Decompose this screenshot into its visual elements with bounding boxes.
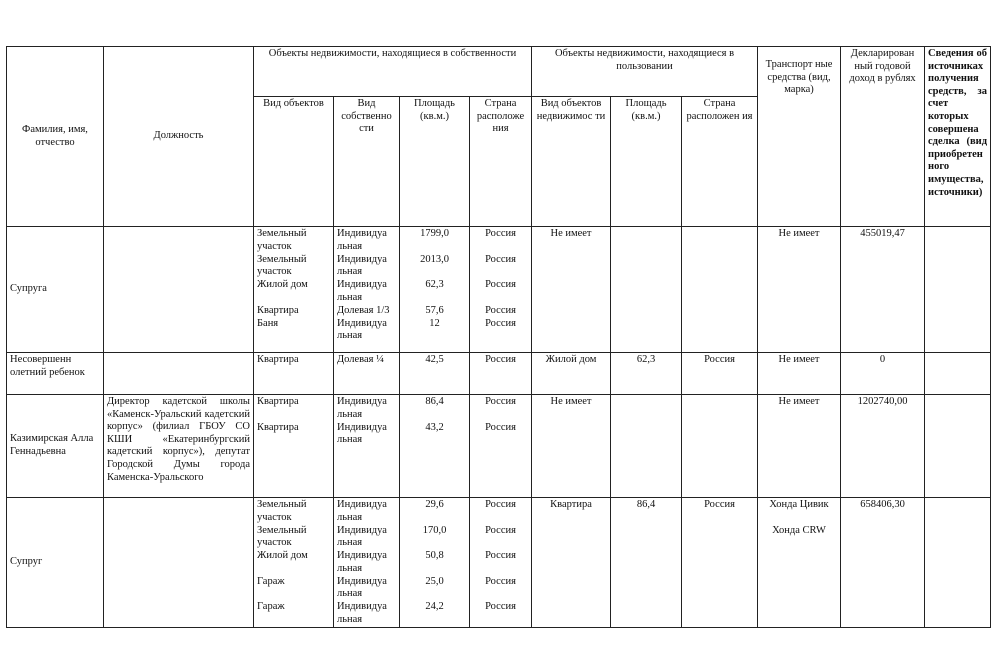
used-type: Не имеет <box>532 395 611 498</box>
transport: Не имеет <box>758 227 841 353</box>
person-position <box>104 498 254 628</box>
owned-country: Россия <box>485 279 516 290</box>
owned-type: Жилой дом <box>257 550 308 561</box>
document-page <box>6 46 990 628</box>
used-type: Квартира <box>532 498 611 628</box>
owned-area-cell <box>400 498 470 628</box>
owned-country: Россия <box>485 317 516 329</box>
header-fio: Фамилия, имя, отчество <box>7 47 104 227</box>
owned-area-cell <box>400 395 470 498</box>
owned-area-cell <box>400 227 470 353</box>
table-row <box>7 395 991 498</box>
owned-ownership: Индивидуа льная <box>337 396 387 420</box>
header-owned-area: Площадь (кв.м.) <box>400 97 470 227</box>
header-used-group: Объекты недвижимости, находящиеся в пользовании <box>532 47 758 97</box>
owned-country: Россия <box>485 524 516 536</box>
transport-cell <box>758 498 841 628</box>
header-sources: Сведения об источниках получения средств, за счет которых совершена сделка (вид приобретен ного имущества, источники) <box>925 47 991 227</box>
owned-country: Россия <box>470 353 532 395</box>
owned-area: 62,3 <box>425 279 444 290</box>
person-name: Супруга <box>7 227 104 353</box>
owned-country: Россия <box>485 228 516 239</box>
used-area: 86,4 <box>611 498 682 628</box>
owned-area: 2013,0 <box>420 253 449 265</box>
owned-type: Гараж <box>257 601 285 612</box>
owned-country: Россия <box>485 550 516 561</box>
owned-country: Россия <box>485 575 516 587</box>
table-row <box>7 227 991 353</box>
transport: Не имеет <box>758 395 841 498</box>
owned-area: 25,0 <box>425 575 444 587</box>
header-used-area: Площадь (кв.м.) <box>611 97 682 227</box>
owned-area: 29,6 <box>425 499 444 510</box>
owned-ownership: Долевая 1/3 <box>337 304 390 316</box>
owned-country: Россия <box>485 396 516 407</box>
owned-type: Земельный участок <box>257 253 307 278</box>
owned-ownership: Индивидуа льная <box>337 253 387 278</box>
used-country: Россия <box>682 498 758 628</box>
header-row-1 <box>7 47 991 97</box>
owned-ownership: Индивидуа льная <box>337 279 387 303</box>
owned-country: Россия <box>485 304 516 316</box>
owned-ownership: Индивидуа льная <box>337 228 387 252</box>
sources <box>925 395 991 498</box>
person-position: Директор кадетской школы «Каменск-Уральский кадетский корпус» (филиал ГБОУ СО КШИ «Екатеринбургский кадетский корпус»), депутат Городской Думы города Каменска-Уральского <box>104 395 254 498</box>
owned-country: Россия <box>485 601 516 612</box>
owned-type: Баня <box>257 317 279 329</box>
owned-type-cell <box>254 498 334 628</box>
table-row <box>7 353 991 395</box>
sources <box>925 353 991 395</box>
used-area: 62,3 <box>611 353 682 395</box>
owned-ownership: Индивидуа льная <box>337 524 387 549</box>
owned-country-cell <box>470 498 532 628</box>
owned-ownership-cell <box>334 498 400 628</box>
person-name: Несовершенн олетний ребенок <box>7 353 104 395</box>
owned-type: Квартира <box>257 421 299 433</box>
income: 658406,30 <box>841 498 925 628</box>
used-type: Не имеет <box>532 227 611 353</box>
used-area <box>611 227 682 353</box>
table-row <box>7 498 991 628</box>
used-country <box>682 395 758 498</box>
owned-type-cell <box>254 227 334 353</box>
owned-ownership-cell <box>334 227 400 353</box>
declaration-table <box>6 46 991 628</box>
owned-ownership: Индивидуа льная <box>337 499 387 523</box>
owned-type: Гараж <box>257 575 285 587</box>
used-country <box>682 227 758 353</box>
used-country: Россия <box>682 353 758 395</box>
sources <box>925 498 991 628</box>
header-owned-type: Вид объектов <box>254 97 334 227</box>
owned-type: Земельный участок <box>257 524 307 549</box>
used-type: Жилой дом <box>532 353 611 395</box>
owned-type: Жилой дом <box>257 279 308 290</box>
owned-type: Квартира <box>257 304 299 316</box>
owned-type: Земельный участок <box>257 228 307 252</box>
header-owned-ownership: Вид собственно сти <box>334 97 400 227</box>
used-area <box>611 395 682 498</box>
income: 455019,47 <box>841 227 925 353</box>
header-position: Должность <box>104 47 254 227</box>
owned-area: 1799,0 <box>420 228 449 239</box>
header-used-country: Страна расположен ия <box>682 97 758 227</box>
owned-area: 24,2 <box>425 601 444 612</box>
transport: Хонда CRW <box>772 524 826 536</box>
owned-ownership: Индивидуа льная <box>337 550 387 574</box>
owned-country: Россия <box>485 421 516 433</box>
header-transport: Транспорт ные средства (вид, марка) <box>758 47 841 227</box>
owned-ownership: Индивидуа льная <box>337 601 387 625</box>
owned-country-cell <box>470 227 532 353</box>
owned-ownership: Индивидуа льная <box>337 575 387 600</box>
sources <box>925 227 991 353</box>
owned-ownership: Долевая ¼ <box>334 353 400 395</box>
income: 0 <box>841 353 925 395</box>
transport: Не имеет <box>758 353 841 395</box>
owned-country: Россия <box>485 253 516 265</box>
income: 1202740,00 <box>841 395 925 498</box>
owned-area: 57,6 <box>425 304 444 316</box>
owned-type-cell <box>254 395 334 498</box>
owned-area: 43,2 <box>425 421 444 433</box>
owned-area: 86,4 <box>425 396 444 407</box>
owned-type: Квартира <box>257 396 299 407</box>
owned-ownership: Индивидуа льная <box>337 317 387 342</box>
owned-ownership: Индивидуа льная <box>337 421 387 446</box>
owned-area: 170,0 <box>422 524 447 536</box>
owned-area: 50,8 <box>425 550 444 561</box>
owned-type: Земельный участок <box>257 499 307 523</box>
owned-area: 12 <box>429 317 440 329</box>
header-owned-country: Страна расположе ния <box>470 97 532 227</box>
owned-country-cell <box>470 395 532 498</box>
header-owned-group: Объекты недвижимости, находящиеся в собственности <box>254 47 532 97</box>
owned-ownership-cell <box>334 395 400 498</box>
owned-type: Квартира <box>254 353 334 395</box>
header-income: Декларирован ный годовой доход в рублях <box>841 47 925 227</box>
person-name: Казимирская Алла Геннадьевна <box>7 395 104 498</box>
owned-area: 42,5 <box>400 353 470 395</box>
person-position <box>104 353 254 395</box>
transport: Хонда Цивик <box>769 499 829 510</box>
header-used-type: Вид объектов недвижимос ти <box>532 97 611 227</box>
person-name: Супруг <box>7 498 104 628</box>
owned-country: Россия <box>485 499 516 510</box>
person-position <box>104 227 254 353</box>
